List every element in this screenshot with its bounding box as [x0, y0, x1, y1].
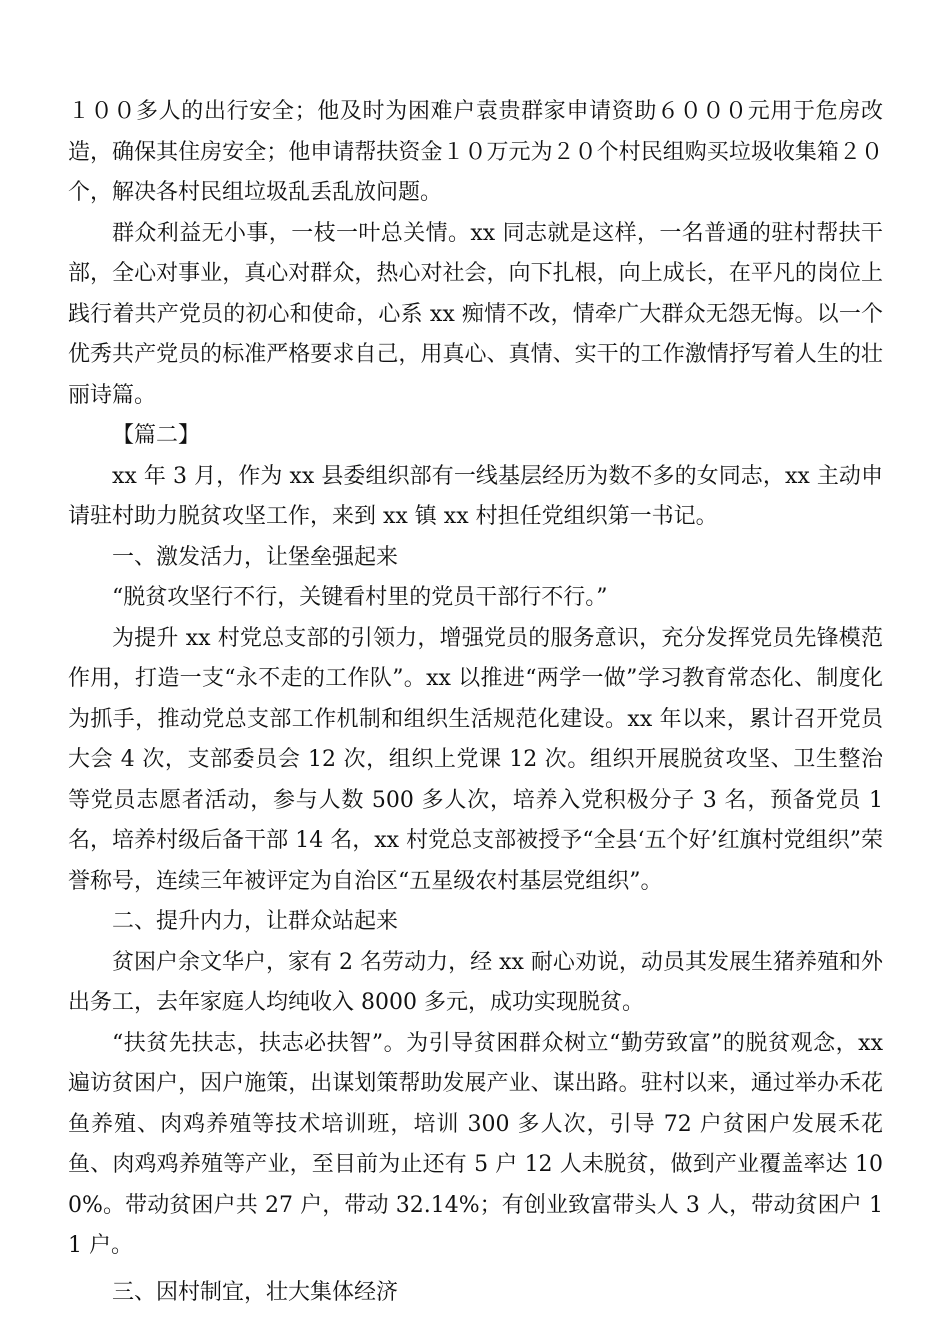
document-body	[68, 92, 883, 1313]
section-title-part-two: 【篇二】	[112, 423, 201, 448]
paragraph-poverty-alleviation: “扶贫先扶志，扶志必扶智”。为引导贫困群众树立“勤劳致富”的脱贫观念，xx 遍访贫困户，因户施策，出谋划策帮助发展产业、谋出路。驻村以来，通过举办禾花鱼养殖、肉鸡养殖等技术培训班，培训 300 多人次，引导 72 户贫困户发展禾花鱼、肉鸡鸡养殖等产业，至目前为止还有 5 户 12 人未脱贫，做到产业覆盖率达 100%。带动贫困户共 27 户，带动 32.14%；有创业致富带头人 3 人，带动贫困户 11 户。	[68, 1030, 883, 1258]
paragraph-party-building: 为提升 xx 村党总支部的引领力，增强党员的服务意识，充分发挥党员先锋模范作用，打造一支“永不走的工作队”。xx 以推进“两学一做”学习教育常态化、制度化为抓手，推动党总支部工作机制和组织生活规范化建设。xx 年以来，累计召开党员大会 4 次，支部委员会 12 次，组织上党课 12 次。组织开展脱贫攻坚、卫生整治等党员志愿者活动，参与人数 500 多人次，培养入党积极分子 3 名，预备党员 1 名，培养村级后备干部 14 名，xx 村党总支部被授予“全县‘五个好’红旗村党组织”荣誉称号，连续三年被评定为自治区“五星级农村基层党组织”。	[68, 625, 883, 894]
subheading-two: 二、提升内力，让群众站起来	[112, 909, 399, 934]
paragraph-continuation: １００多人的出行安全；他及时为困难户袁贵群家申请资助６０００元用于危房改造，确保其住房安全；他申请帮扶资金１０万元为２０个村民组购买垃圾收集箱２０个，解决各村民组垃圾乱丢乱放问题。	[68, 99, 883, 205]
paragraph-summary: 群众利益无小事，一枝一叶总关情。xx 同志就是这样，一名普通的驻村帮扶干部，全心对事业，真心对群众，热心对社会，向下扎根，向上成长，在平凡的岗位上践行着共产党员的初心和使命，心系 xx 痴情不改，情牵广大群众无怨无悔。以一个优秀共产党员的标准严格要求自己，用真心、真情、实干的工作激情抒写着人生的壮丽诗篇。	[68, 220, 883, 408]
paragraph-quote: “脱贫攻坚行不行，关键看村里的党员干部行不行。”	[112, 585, 608, 610]
subheading-one: 一、激发活力，让堡垒强起来	[112, 544, 399, 570]
paragraph-household-example: 贫困户余文华户，家有 2 名劳动力，经 xx 耐心劝说，动员其发展生猪养殖和外出务工，去年家庭人均纯收入 8000 多元，成功实现脱贫。	[68, 949, 883, 1015]
paragraph-intro: xx 年 3 月，作为 xx 县委组织部有一线基层经历为数不多的女同志，xx 主动申请驻村助力脱贫攻坚工作，来到 xx 镇 xx 村担任党组织第一书记。	[68, 463, 883, 529]
subheading-three: 三、因村制宜，壮大集体经济	[112, 1279, 399, 1305]
